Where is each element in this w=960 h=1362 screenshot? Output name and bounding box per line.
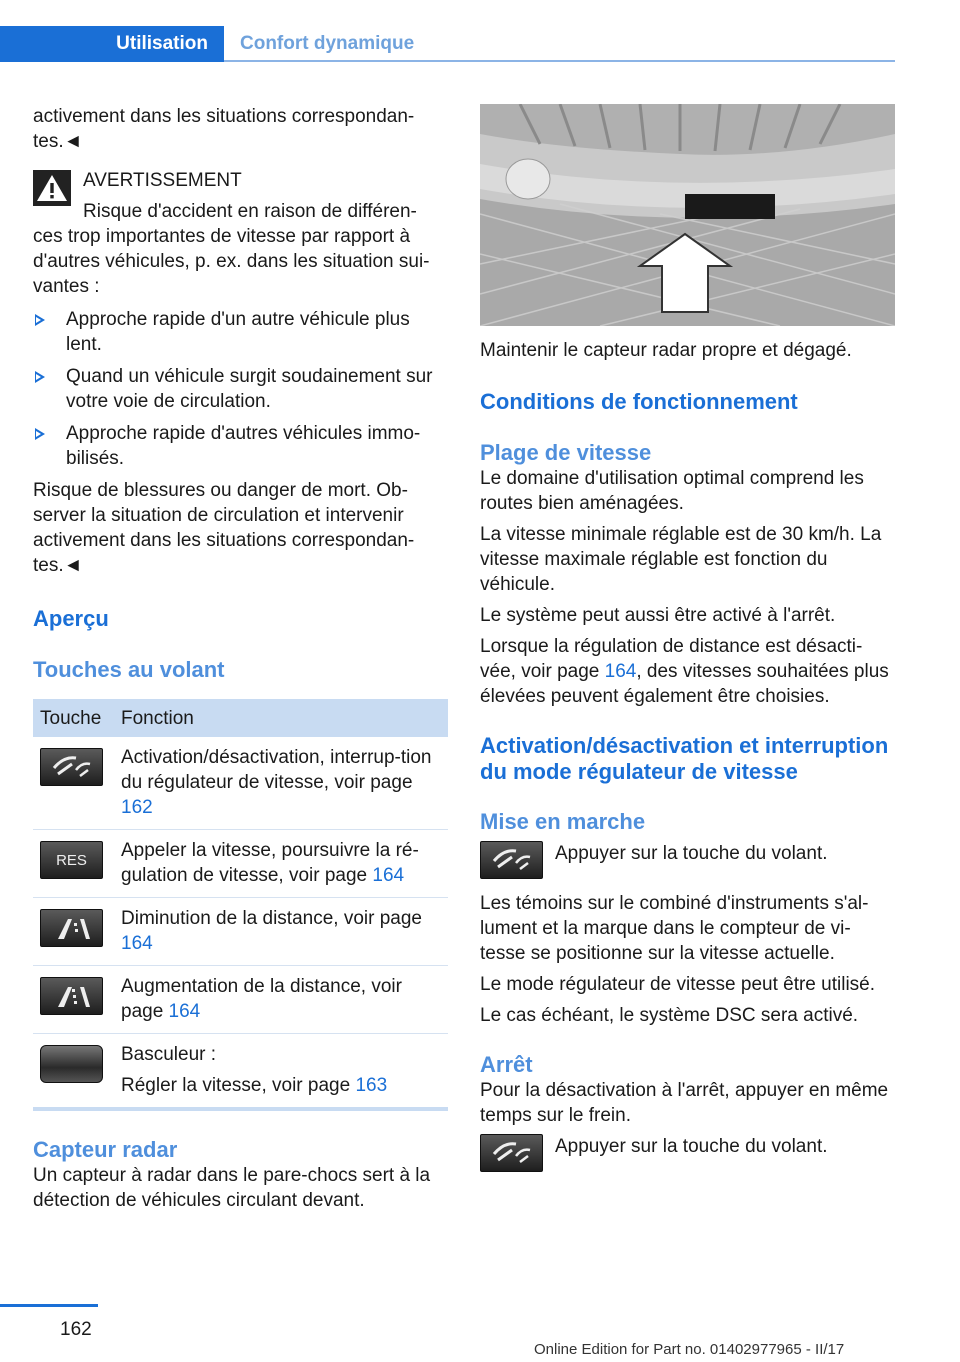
right-column — [480, 104, 895, 1178]
table-row — [33, 898, 448, 966]
heading-touches: Touches au volant — [33, 657, 225, 682]
table-row — [33, 830, 448, 898]
page-link[interactable]: 162 — [121, 797, 153, 818]
instruction-text: Appuyer sur la touche du volant. — [555, 1136, 828, 1157]
cruise-control-icon — [480, 1134, 543, 1172]
row-text: Basculeur : — [121, 1044, 217, 1065]
page-link[interactable]: 164 — [121, 933, 153, 954]
warning-end-text: Risque de blessures ou danger de mort. Ob-server la situation de circulation et intervenir activement dans les situations correspondan-tes.◄ — [33, 480, 415, 576]
page-header — [0, 26, 895, 62]
row-text: Activation/désactivation, interrup-tion du régulateur de vitesse, voir page — [121, 747, 432, 793]
row-text: Régler la vitesse, voir page — [121, 1075, 356, 1096]
cruise-control-icon — [40, 748, 103, 786]
page-link[interactable]: 164 — [168, 1001, 201, 1022]
paragraph: Pour la désactivation à l'arrêt, appuyer en même temps sur le frein. — [480, 1080, 889, 1126]
heading-activation: Activation/désactivation et interruption du mode régulateur de vitesse — [480, 733, 889, 784]
heading-marche: Mise en marche — [480, 809, 646, 834]
instruction-text: Appuyer sur la touche du volant. — [555, 843, 828, 864]
page-number: 162 — [60, 1319, 92, 1340]
warning-block — [33, 168, 448, 299]
edition-text: Online Edition for Part no. 01402977965 - II/17 — [534, 1341, 845, 1358]
radar-sensor-image — [480, 104, 895, 326]
table-row — [33, 1034, 448, 1107]
footer-rule — [0, 1304, 98, 1307]
bullet-list — [33, 307, 448, 471]
left-column — [33, 104, 448, 1219]
distance-decrease-icon — [40, 909, 103, 947]
paragraph: Les témoins sur le combiné d'instruments s'al-lument et la marque dans le compteur de vi-tesse se positionne sur la vitesse actuelle. — [480, 893, 869, 964]
page-link[interactable]: 164 — [604, 661, 637, 682]
list-item: Approche rapide d'autres véhicules immo-bilisés. — [33, 421, 448, 471]
column-header-touche: Touche — [40, 707, 102, 729]
controls-table — [33, 699, 448, 1111]
cruise-control-icon — [480, 841, 543, 879]
paragraph: Le cas échéant, le système DSC sera activé. — [480, 1005, 859, 1026]
rocker-switch-icon — [40, 1045, 103, 1083]
paragraph: Le mode régulateur de vitesse peut être utilisé. — [480, 974, 876, 995]
warning-title: AVERTISSEMENT — [83, 170, 242, 191]
tab-confort-dynamique[interactable]: Confort dynamique — [240, 33, 415, 54]
heading-apercu: Aperçu — [33, 606, 109, 631]
paragraph: Le système peut aussi être activé à l'arrêt. — [480, 605, 836, 626]
paragraph: , des vitesses souhaitées plus élevées peuvent également être choisies. — [480, 661, 889, 707]
table-row — [33, 737, 448, 830]
table-footer-rule — [33, 1107, 448, 1111]
heading-plage: Plage de vitesse — [480, 440, 652, 465]
list-item: Approche rapide d'un autre véhicule plus lent. — [33, 307, 448, 357]
row-text: Augmentation de la distance, voir page — [121, 976, 402, 1022]
warning-triangle-icon — [33, 170, 71, 206]
column-header-fonction: Fonction — [121, 707, 194, 729]
table-row — [33, 966, 448, 1034]
paragraph: La vitesse minimale réglable est de 30 km/h. La vitesse maximale réglable est fonction du véhicule. — [480, 524, 882, 595]
list-item: Quand un véhicule surgit soudainement sur votre voie de circulation. — [33, 364, 448, 414]
arret-instruction — [480, 1134, 895, 1178]
tab-utilisation[interactable]: Utilisation — [0, 26, 224, 62]
paragraph: Lorsque la régulation de distance est désacti-vée, voir page — [480, 636, 863, 682]
paragraph: Le domaine d'utilisation optimal comprend les routes bien aménagées. — [480, 468, 864, 514]
res-icon: RES — [40, 841, 103, 879]
row-text: Appeler la vitesse, poursuivre la ré-gulation de vitesse, voir page — [121, 840, 419, 886]
heading-arret: Arrêt — [480, 1052, 533, 1077]
header-divider — [224, 60, 895, 62]
capteur-text: Un capteur à radar dans le pare-chocs sert à la détection de véhicules circulant devant. — [33, 1165, 431, 1211]
image-caption: Maintenir le capteur radar propre et dégagé. — [480, 340, 852, 361]
distance-increase-icon — [40, 977, 103, 1015]
table-header — [33, 699, 448, 737]
marche-instruction — [480, 841, 895, 885]
intro-text: activement dans les situations correspondan-tes.◄ — [33, 106, 415, 152]
warning-text: ces trop importantes de vitesse par rapport à d'autres véhicules, p. ex. dans les situation sui-vantes : — [33, 226, 430, 297]
heading-capteur: Capteur radar — [33, 1137, 178, 1162]
page-link[interactable]: 163 — [355, 1075, 388, 1096]
page-link[interactable]: 164 — [372, 865, 405, 886]
warning-text-first: Risque d'accident en raison de différen- — [83, 201, 417, 222]
row-text: Diminution de la distance, voir page — [121, 908, 423, 929]
heading-conditions: Conditions de fonctionnement — [480, 389, 798, 414]
